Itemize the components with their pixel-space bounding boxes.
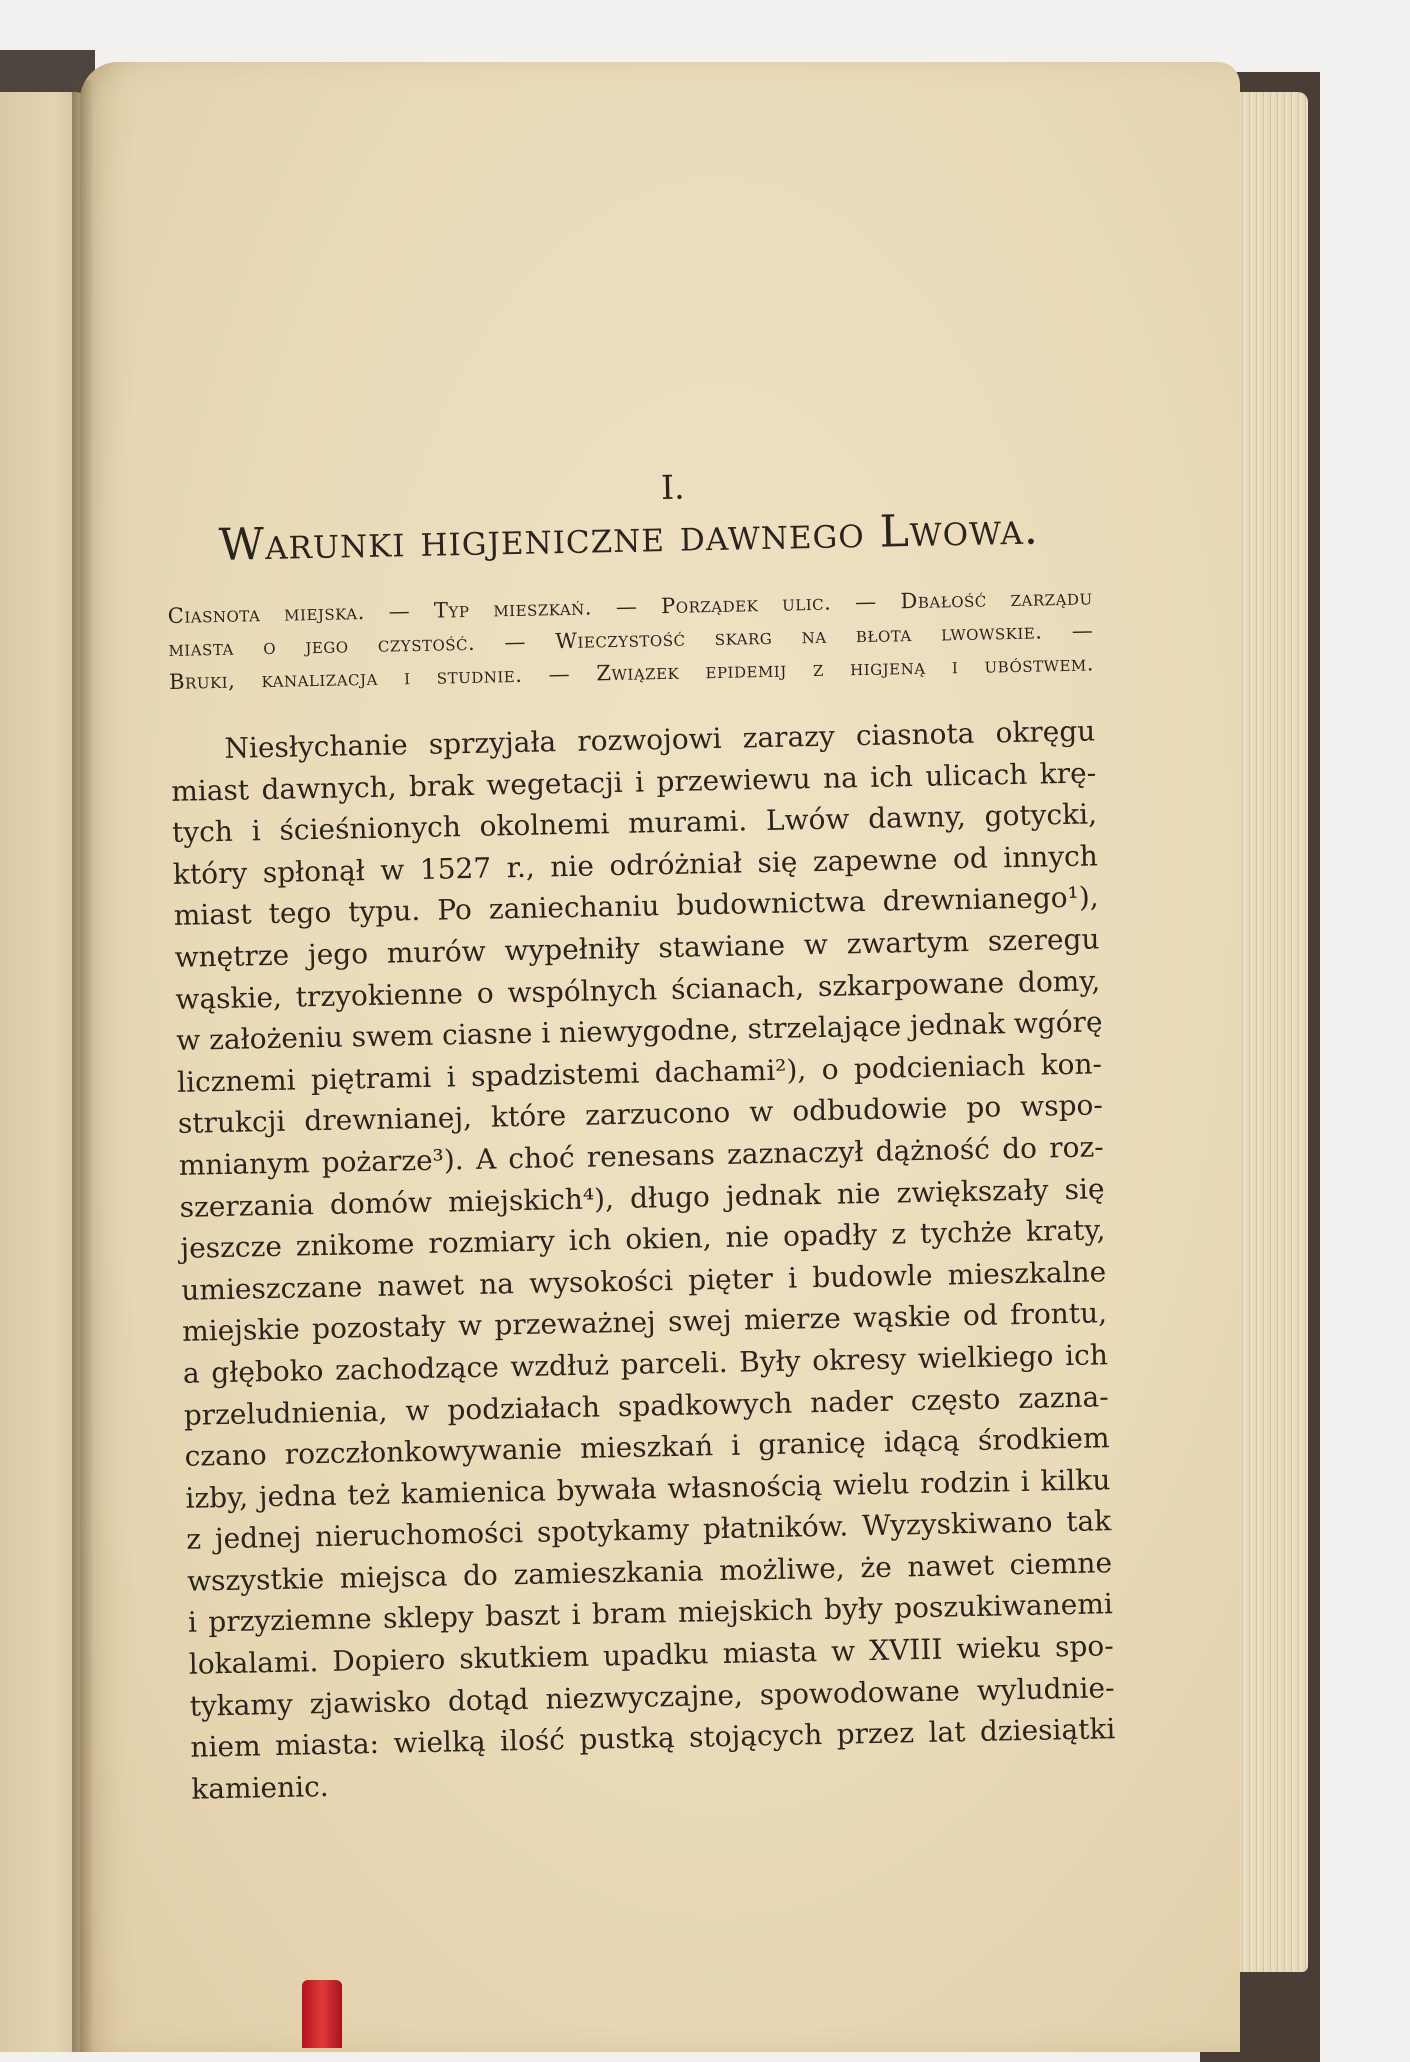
chapter-title: Warunki higjeniczne dawnego Lwowa. <box>218 503 1040 571</box>
text-line: mnianym pożarze³). A choć renesans zaznaczył dążność do roz- <box>178 1130 1104 1182</box>
page-text-block <box>165 459 1117 1810</box>
chapter-number: I. <box>660 467 685 508</box>
text-line: miejskie pozostały w przeważnej swej mierze wąskie od frontu, <box>181 1296 1108 1349</box>
bookmark-ribbon <box>302 1980 342 2048</box>
text-line: niem miasta: wielką ilość pustką stojących przez lat dziesiątki <box>190 1712 1116 1764</box>
text-line: z jednej nieruchomości spotykamy płatników. Wyzyskiwano tak <box>185 1504 1112 1557</box>
text-line: wąskie, trzyokienne o wspólnych ścianach, szkarpowane domy, <box>175 963 1101 1016</box>
text-line: który spłonął w 1527 r., nie odróżniał się zapewne od innych <box>172 839 1099 891</box>
summary-line: miasta o jego czystość. — Wieczystość skarg na błota lwowskie. — <box>168 618 1094 661</box>
text-line: tykamy zjawisko dotąd niezwyczajne, spowodowane wyludnie- <box>189 1670 1115 1723</box>
text-line: przeludnienia, w podziałach spadkowych nader często zazna- <box>183 1379 1109 1432</box>
text-line: w założeniu swem ciasne i niewygodne, strzelające jednak wgórę <box>175 1005 1103 1058</box>
text-line: izby, jedna też kamienica bywała własnością wielu rodzin i kilku <box>185 1462 1111 1515</box>
text-line: miast dawnych, brak wegetacji i przewiewu na ich ulicach krę- <box>170 755 1097 808</box>
text-line: i przyziemne sklepy baszt i bram miejskich były poszukiwanemi <box>187 1587 1114 1640</box>
text-line: a głęboko zachodzące wzdłuż parceli. Były okresy wielkiego ich <box>182 1338 1109 1390</box>
text-line: strukcji drewnianej, które zarzucono w odbudowie po wspo- <box>177 1088 1104 1141</box>
body-paragraph <box>170 710 1117 1810</box>
chapter-summary <box>167 581 1094 699</box>
text-line: wszystkie miejsca do zamieszkania możliwe, że nawet ciemne <box>186 1546 1113 1598</box>
summary-line: Bruki, kanalizacja i studnie. — Związek epidemij z higjeną i ubóstwem. <box>168 651 1095 694</box>
text-line: umieszczane nawet na wysokości pięter i budowle mieszkalne <box>180 1254 1107 1307</box>
summary-line: Ciasnota miejska. — Typ mieszkań. — Porządek ulic. — Dbałość zarządu <box>167 585 1093 628</box>
text-line: czano rozczłonkowywanie mieszkań i granicę idącą środkiem <box>184 1421 1110 1473</box>
text-line: Niesłychanie sprzyjała rozwojowi zarazy ciasnota okręgu <box>224 714 1096 765</box>
text-line: licznemi piętrami i spadzistemi dachami²), o podcieniach kon- <box>176 1047 1103 1099</box>
text-line: tych i ścieśnionych okolnemi murami. Lwów dawny, gotycki, <box>171 797 1098 850</box>
page-gutter-shadow <box>72 80 94 2052</box>
text-line: lokalami. Dopiero skutkiem upadku miasta w XVIII wieku spo- <box>188 1629 1114 1681</box>
text-line: jeszcze znikome rozmiary ich okien, nie opadły z tychże kraty, <box>180 1213 1106 1265</box>
text-line: kamienic. <box>190 1769 329 1806</box>
text-line: wnętrze jego murów wypełniły stawiane w zwartym szeregu <box>174 922 1100 974</box>
text-line: szerzania domów miejskich⁴), długo jednak nie zwiększały się <box>179 1171 1105 1224</box>
text-line: miast tego typu. Po zaniechaniu budownictwa drewnianego¹), <box>173 880 1099 933</box>
